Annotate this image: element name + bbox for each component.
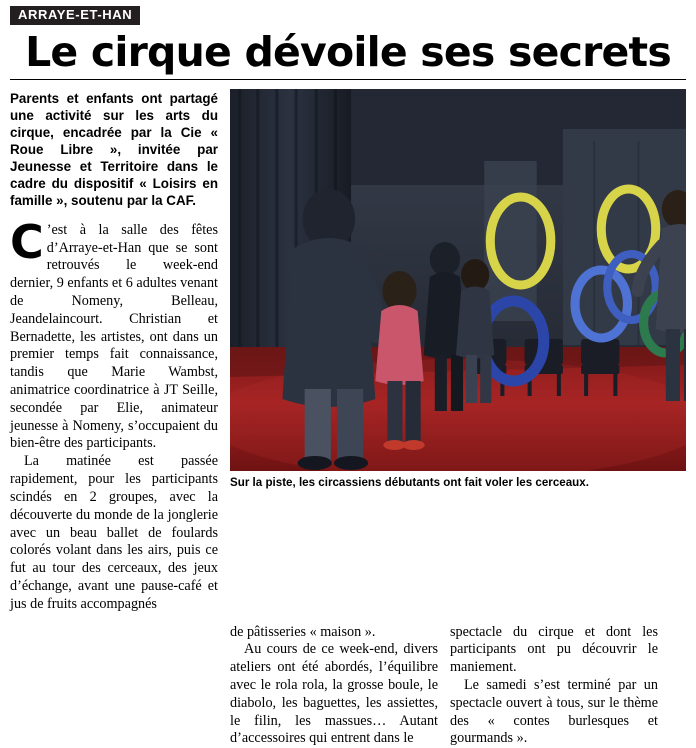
- drop-cap: C: [10, 214, 44, 269]
- article-body-column-3: [450, 624, 658, 748]
- photo-illustration: [230, 89, 686, 471]
- locality-kicker: ARRAYE-ET-HAN: [10, 6, 140, 25]
- article-body-column-1-spacer: [10, 624, 218, 748]
- paragraph-text: ’est à la salle des fêtes d’Arraye-et-Han que se sont retrouvés le week-end dernier, 9 enfants et 6 adultes venant de Nomeny, Belleau, Jeandelaincourt. Christian et Bernadette, les artistes, ont dans un premier temps fait connaissance, tandis que Marie Wambst, animatrice coordinatrice à JT Seille, secondée par Elie, animateur jeunesse à Nomeny, s’occupaient du bien-être des participants.: [10, 221, 218, 452]
- article-body-column-2: [230, 624, 438, 748]
- bottom-section: [10, 624, 686, 748]
- page-title: Le cirque dévoile ses secrets: [25, 27, 671, 76]
- standfirst: Parents et enfants ont partagé une activité sur les arts du cirque, encadrée par la Cie « Roue Libre », invitée par Jeunesse et Territoire dans le cadre du dispositif « Loisirs en famille », soutenu par la CAF.: [10, 91, 218, 208]
- paragraph: La matinée est passée rapidement, pour les participants scindés en 2 groupes, avec la découverte du monde de la jonglerie avec un beau ballet de foulards colorés volant dans les airs, puis ce fut au tour des cerceaux, des jeux d’échange, avant une pause-café et jus de fruits accompagnés: [10, 453, 218, 612]
- paragraph: Le samedi s’est terminé par un spectacle ouvert à tous, sur le thème des « contes burlesques et gourmands ».: [450, 677, 658, 747]
- kicker-container: [10, 0, 686, 25]
- paragraph: spectacle du cirque et dont les participants ont pu découvrir le maniement.: [450, 623, 658, 676]
- article-photo: [230, 89, 686, 471]
- photo-column: [230, 89, 686, 490]
- paragraph: [10, 214, 218, 454]
- paragraph: Au cours de ce week-end, divers ateliers ont été abordés, l’équilibre avec le rola rola, la grosse boule, le diabolo, les baguettes, les assiettes, le filin, les massues… Autant d’accessoires qui entrent dans le: [230, 641, 438, 747]
- paragraph: de pâtisseries « maison ».: [230, 623, 376, 640]
- article-body-column-1: [10, 214, 218, 614]
- photo-caption: Sur la piste, les circassiens débutants ont fait voler les cerceaux.: [230, 476, 589, 490]
- top-section: [10, 89, 686, 613]
- left-column: [10, 89, 218, 613]
- headline-divider: [10, 79, 686, 80]
